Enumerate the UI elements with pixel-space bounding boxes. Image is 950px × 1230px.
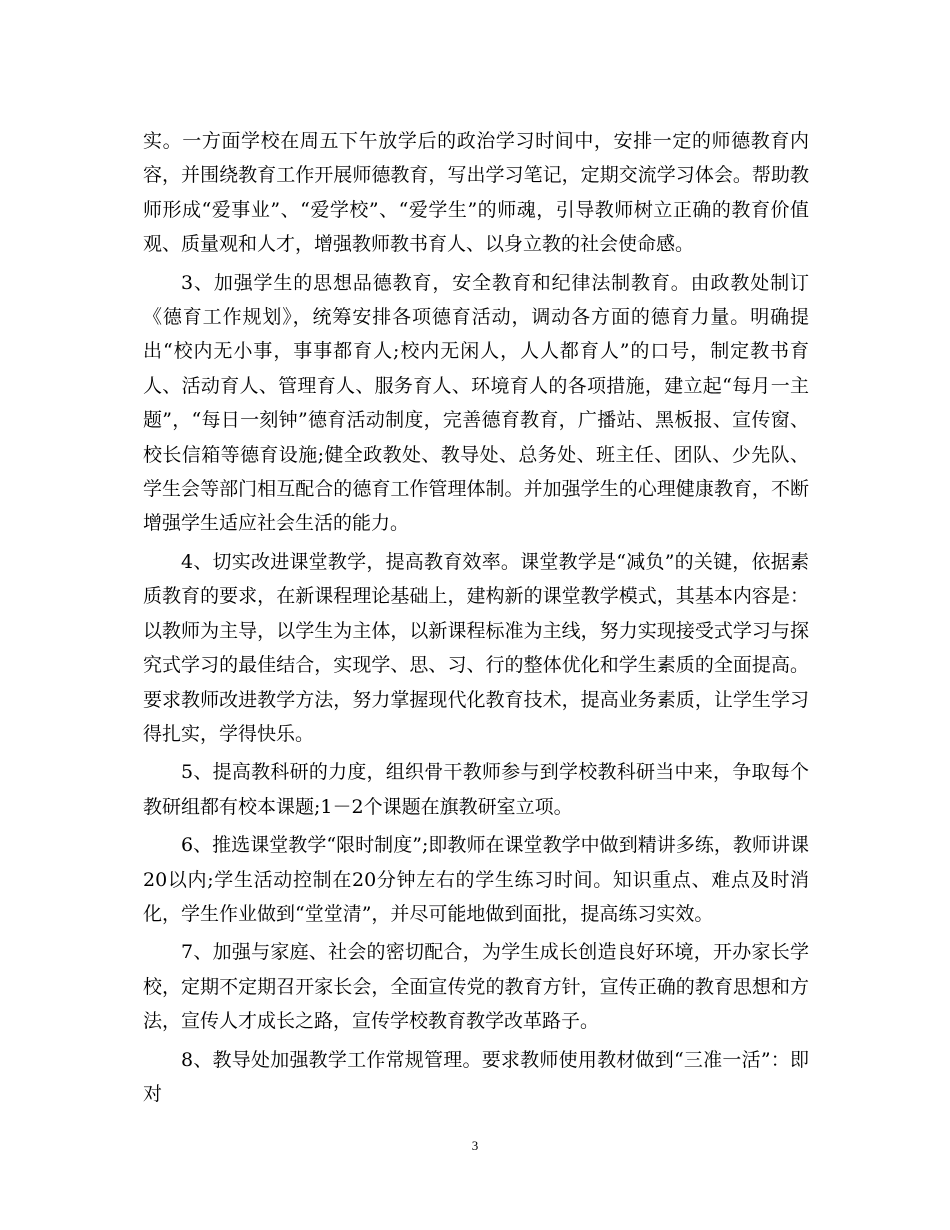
- page-number: 3: [471, 1138, 479, 1153]
- paragraph-3: 4、切实改进课堂教学，提高教育效率。课堂教学是“减负”的关键，依据素质教育的要求，在新课程理论基础上，建构新的课堂教学模式，其基本内容是：以教师为主导，以学生为主体，以新课程标准为主线，努力实现接受式学习与探究式学习的最佳结合，实现学、思、习、行的整体优化和学生素质的全面提高。要求教师改进教学方法，努力掌握现代化教育技术，提高业务素质，让学生学习得扎实，学得快乐。: [143, 550, 809, 745]
- paragraph-2: 3、加强学生的思想品德教育，安全教育和纪律法制教育。由政教处制订《德育工作规划》，统筹安排各项德育活动，调动各方面的德育力量。明确提出“校内无小事，事事都育人;校内无闲人，人人都育人”的口号，制定教书育人、活动育人、管理育人、服务育人、环境育人的各项措施，建立起“每月一主题”，“每日一刻钟”德育活动制度，完善德育教育，广播站、黑板报、宣传窗、校长信箱等德育设施;健全政教处、教导处、总务处、班主任、团队、少先队、学生会等部门相互配合的德育工作管理体制。并加强学生的心理健康教育，不断增强学生适应社会生活的能力。: [143, 271, 809, 535]
- paragraph-5: 6、推选课堂教学“限时制度”;即教师在课堂教学中做到精讲多练，教师讲课20以内;学生活动控制在20分钟左右的学生练习时间。知识重点、难点及时消化，学生作业做到“堂堂清”，并尽可能地做到面批，提高练习实效。: [143, 834, 809, 925]
- paragraph-7: 8、教导处加强教学工作常规管理。要求教师使用教材做到“三准一活”：即对: [143, 1048, 809, 1105]
- document-body: [143, 124, 809, 1115]
- paragraph-6: 7、加强与家庭、社会的密切配合，为学生成长创造良好环境，开办家长学校，定期不定期召开家长会，全面宣传党的教育方针，宣传正确的教育思想和方法，宣传人才成长之路，宣传学校教育教学改革路子。: [143, 941, 809, 1033]
- paragraph-4: 5、提高教科研的力度，组织骨干教师参与到学校教科研当中来，争取每个教研组都有校本课题;1－2个课题在旗教研室立项。: [143, 761, 809, 818]
- paragraph-1: 实。一方面学校在周五下午放学后的政治学习时间中，安排一定的师德教育内容，并围绕教育工作开展师德教育，写出学习笔记，定期交流学习体会。帮助教师形成“爱事业”、“爱学校”、“爱学生”的师魂，引导教师树立正确的教育价值观、质量观和人才，增强教师教书育人、以身立教的社会使命感。: [143, 130, 809, 256]
